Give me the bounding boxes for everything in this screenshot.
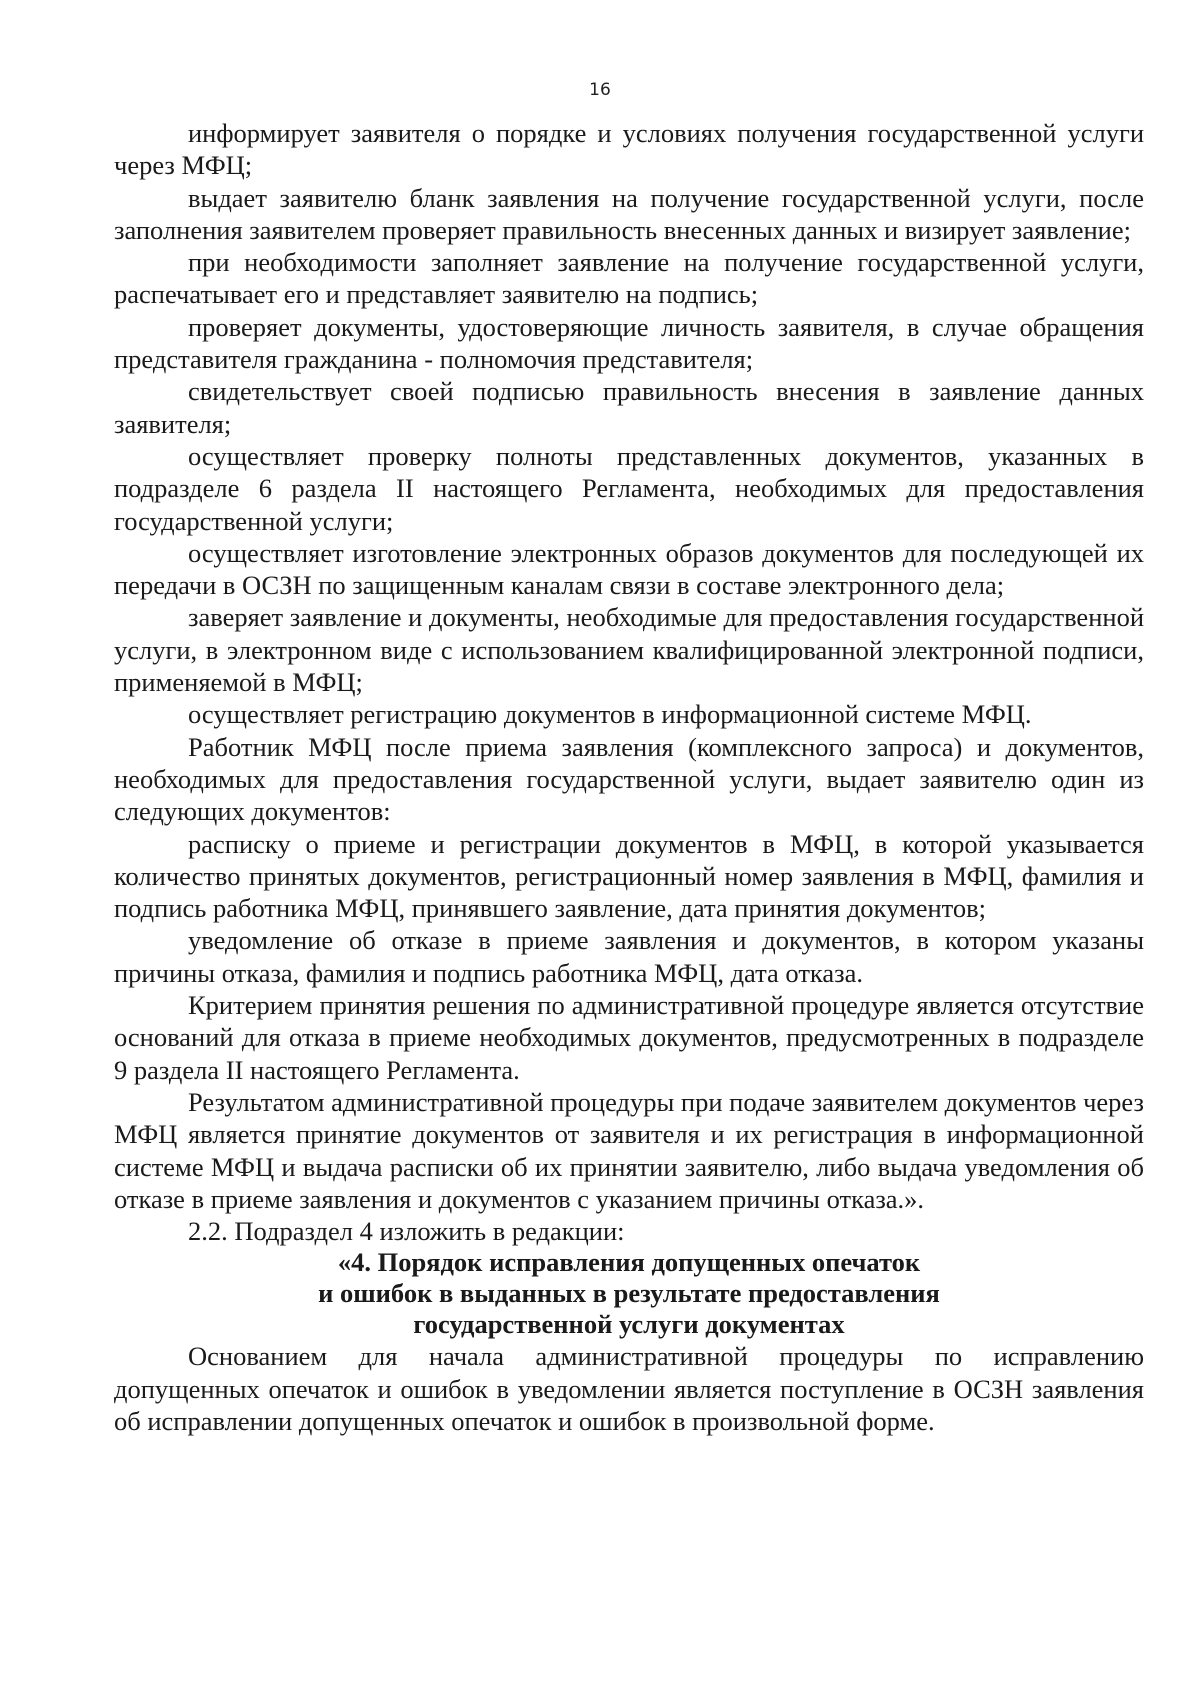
paragraph-employee-issues: Работник МФЦ после приема заявления (комплексного запроса) и документов, необходимых для предоставления государственной услуги, выдает заявителю один из следующих документов:: [114, 731, 1144, 827]
paragraph-fills-application: при необходимости заполняет заявление на получение государственной услуги, распечатывает его и представляет заявителю на подпись;: [114, 247, 1144, 310]
section-heading-line-1: «4. Порядок исправления допущенных опечаток: [337, 1247, 921, 1278]
paragraph-checks-identity: проверяет документы, удостоверяющие личность заявителя, в случае обращения представителя гражданина - полномочия представителя;: [114, 311, 1144, 375]
paragraph-certifies-electronic: заверяет заявление и документы, необходимые для предоставления государственной услуги, в электронном виде с использованием квалифицированной электронной подписи, применяемой в МФЦ;: [114, 602, 1144, 698]
paragraph-certifies: свидетельствует своей подписью правильность внесения в заявление данных заявителя;: [114, 376, 1144, 439]
paragraph-electronic-images: осуществляет изготовление электронных образов документов для последующей их передачи в ОСЗН по защищенным каналам связи в составе электронного дела;: [114, 537, 1144, 601]
paragraph-registration: осуществляет регистрацию документов в информационной системе МФЦ.: [188, 699, 1032, 730]
paragraph-refusal-notice: уведомление об отказе в приеме заявления и документов, в котором указаны причины отказа, фамилия и подпись работника МФЦ, дата отказа.: [114, 925, 1144, 988]
paragraph-result: Результатом административной процедуры при подаче заявителем документов через МФЦ является принятие документов от заявителя и их регистрация в информационной системе МФЦ и выдача расписки об их принятии заявителю, либо выдача уведомления об отказе в приеме заявления и документов с указанием причины отказа.».: [114, 1086, 1144, 1214]
paragraph-informs: информирует заявителя о порядке и условиях получения государственной услуги через МФЦ;: [114, 118, 1144, 181]
paragraph-grounds: Основанием для начала административной процедуры по исправлению допущенных опечаток и ошибок в уведомлении является поступление в ОСЗН заявления об исправлении допущенных опечаток и ошибок в произвольной форме.: [114, 1341, 1144, 1436]
section-heading: [114, 1247, 1144, 1340]
paragraph-issues-form: выдает заявителю бланк заявления на получение государственной услуги, после заполнения заявителем проверяет правильность внесенных данных и визирует заявление;: [114, 182, 1144, 245]
section-heading-line-3: государственной услуги документах: [413, 1309, 845, 1340]
document-body: [114, 117, 1144, 1437]
paragraph-amendment: 2.2. Подраздел 4 изложить в редакции:: [188, 1216, 625, 1247]
page-number: 16: [589, 80, 611, 100]
paragraph-receipt: расписку о приеме и регистрации документов в МФЦ, в которой указывается количество принятых документов, регистрационный номер заявления в МФЦ, фамилия и подпись работника МФЦ, принявшего заявление, дата принятия документов;: [114, 828, 1144, 924]
section-heading-line-2: и ошибок в выданных в результате предоставления: [318, 1278, 940, 1309]
paragraph-criterion: Критерием принятия решения по административной процедуре является отсутствие оснований для отказа в приеме необходимых документов, предусмотренных в подразделе 9 раздела II настоящего Регламента.: [114, 990, 1144, 1085]
paragraph-checks-completeness: осуществляет проверку полноты представленных документов, указанных в подразделе 6 раздела II настоящего Регламента, необходимых для предоставления государственной услуги;: [114, 440, 1144, 536]
